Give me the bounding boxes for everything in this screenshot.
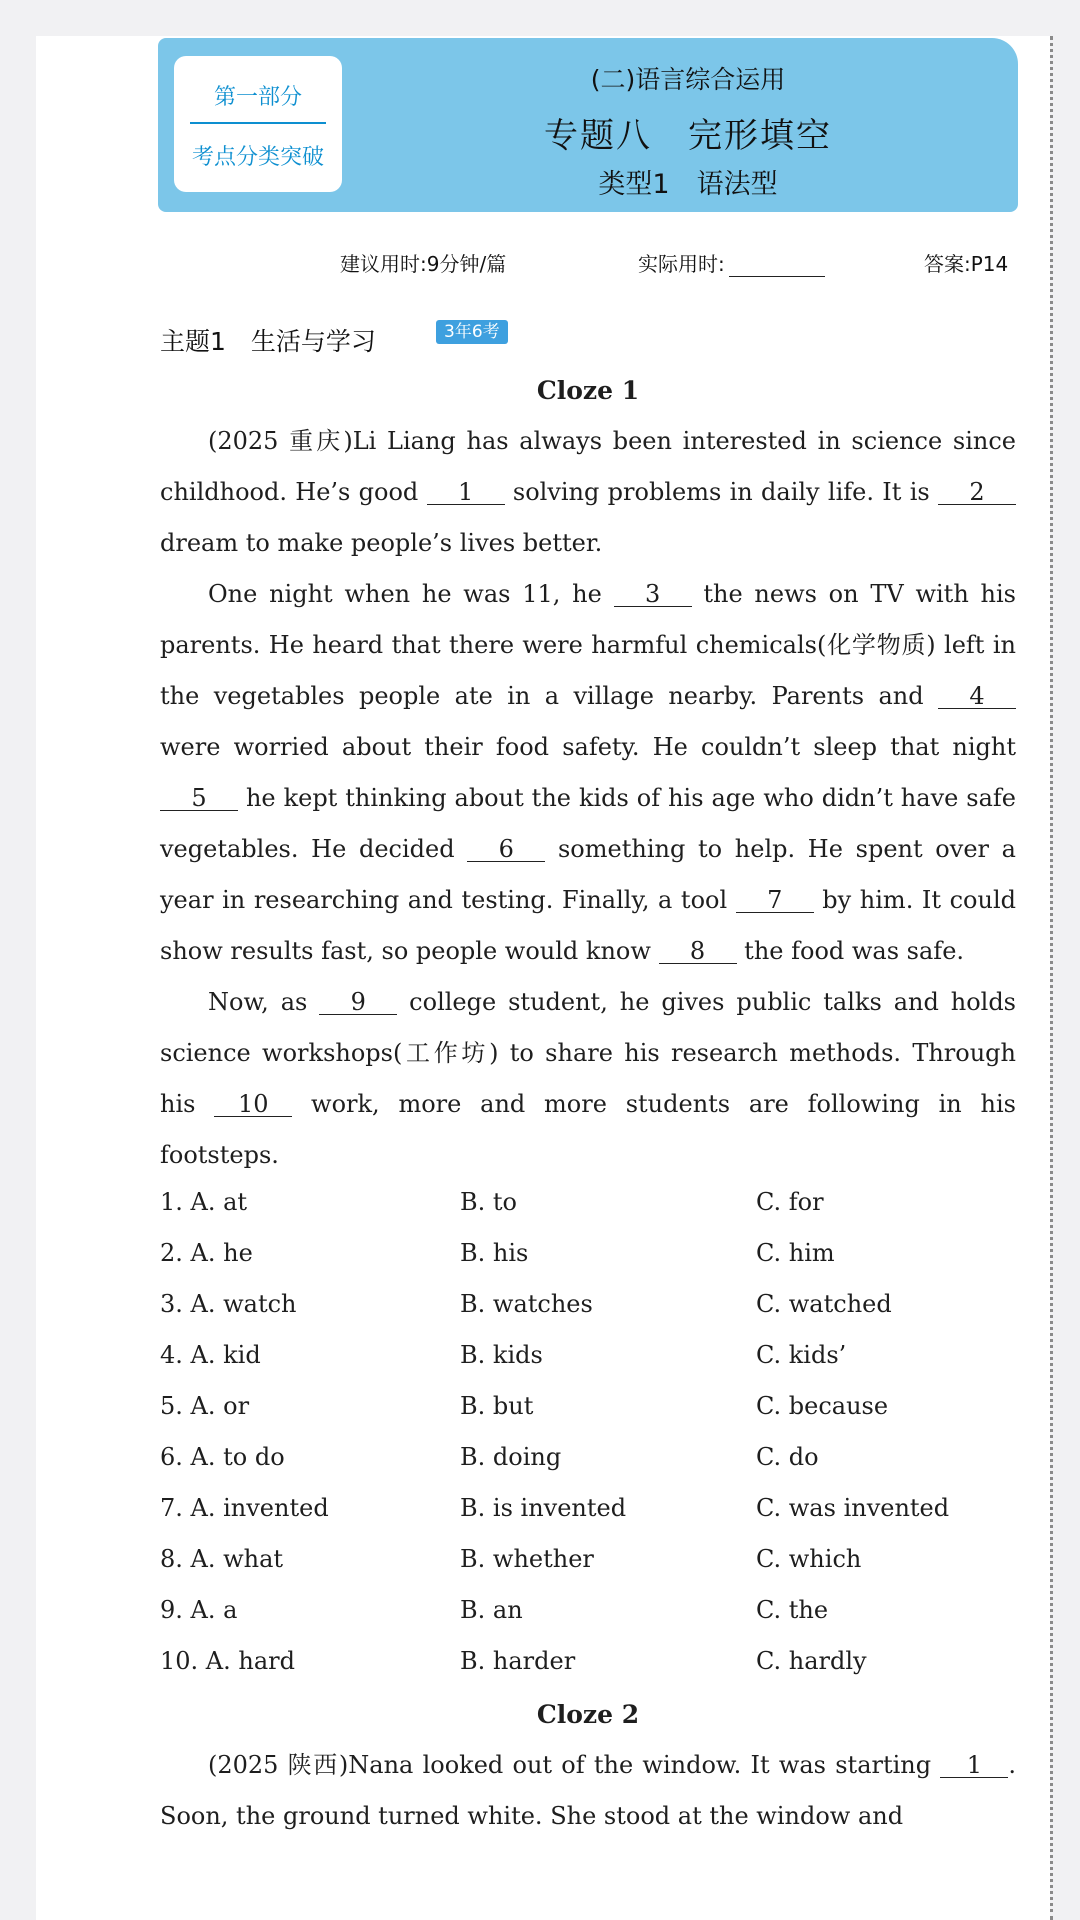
option-b[interactable]: B. is invented bbox=[460, 1494, 627, 1522]
blank-2: 2 bbox=[938, 480, 1016, 505]
question-5 bbox=[160, 1392, 1020, 1432]
option-b[interactable]: B. harder bbox=[460, 1647, 576, 1675]
option-c[interactable]: C. do bbox=[756, 1443, 819, 1471]
cloze2-title: Cloze 2 bbox=[536, 1700, 640, 1729]
blank-7: 7 bbox=[736, 888, 814, 913]
option-a[interactable]: 3. A. watch bbox=[160, 1290, 297, 1318]
actual-time bbox=[638, 248, 825, 277]
badge-divider bbox=[190, 122, 326, 124]
option-a[interactable]: 5. A. or bbox=[160, 1392, 250, 1420]
type-title: 类型1 语法型 bbox=[598, 169, 778, 200]
cloze1-paragraph-2 bbox=[160, 569, 1016, 977]
cloze1-title: Cloze 1 bbox=[536, 376, 640, 405]
part-sub: 考点分类突破 bbox=[191, 145, 324, 170]
text-run: the news on TV with his parents. He heard that there were harmful chemicals(化学物质) left in the vegetables people ate in a village nearby. Parents and bbox=[160, 580, 1016, 710]
blank-1: 1 bbox=[427, 480, 505, 505]
option-a[interactable]: 7. A. invented bbox=[160, 1494, 329, 1522]
option-c[interactable]: C. which bbox=[756, 1545, 862, 1573]
option-c[interactable]: C. hardly bbox=[756, 1647, 867, 1675]
text-run: (2025 陕西)Nana looked out of the window. It was starting bbox=[208, 1751, 941, 1779]
text-run: he kept thinking about the kids of his age who didn’t have safe vegetables. He decided bbox=[160, 784, 1016, 863]
option-a[interactable]: 4. A. kid bbox=[160, 1341, 261, 1369]
answer-ref: 答案:P14 bbox=[924, 252, 1009, 276]
text-run: by him. It could show results fast, so people would know bbox=[160, 886, 1016, 965]
option-b[interactable]: B. an bbox=[460, 1596, 523, 1624]
blank-1: 1 bbox=[940, 1753, 1008, 1778]
option-a[interactable]: 2. A. he bbox=[160, 1239, 253, 1267]
binding-dotted-line bbox=[1050, 36, 1053, 1920]
text-run: solving problems in daily life. It is bbox=[504, 478, 938, 506]
cloze1-paragraph-1 bbox=[160, 416, 1016, 569]
blank-9: 9 bbox=[319, 990, 397, 1015]
blank-5: 5 bbox=[160, 786, 238, 811]
blank-3: 3 bbox=[614, 582, 692, 607]
question-10 bbox=[160, 1647, 1020, 1687]
option-b[interactable]: B. his bbox=[460, 1239, 529, 1267]
part-badge bbox=[174, 56, 342, 192]
option-c[interactable]: C. for bbox=[756, 1188, 824, 1216]
text-run: college student, he gives public talks and holds science workshops(工作坊) to share his research methods. Through his bbox=[160, 988, 1017, 1118]
suggested-time: 建议用时:9分钟/篇 bbox=[340, 252, 507, 276]
text-run: One night when he was 11, he bbox=[208, 580, 614, 608]
option-b[interactable]: B. but bbox=[460, 1392, 534, 1420]
question-1 bbox=[160, 1188, 1020, 1228]
option-c[interactable]: C. watched bbox=[756, 1290, 892, 1318]
option-a[interactable]: 6. A. to do bbox=[160, 1443, 285, 1471]
cloze1-passage bbox=[160, 416, 1016, 1181]
option-c[interactable]: C. kids’ bbox=[756, 1341, 847, 1369]
cloze1-paragraph-3 bbox=[160, 977, 1016, 1181]
part-label: 第一部分 bbox=[213, 85, 302, 110]
option-a[interactable]: 10. A. hard bbox=[160, 1647, 295, 1675]
option-c[interactable]: C. him bbox=[756, 1239, 835, 1267]
option-b[interactable]: B. to bbox=[460, 1188, 517, 1216]
option-c[interactable]: C. was invented bbox=[756, 1494, 950, 1522]
option-b[interactable]: B. kids bbox=[460, 1341, 543, 1369]
text-run: dream to make people’s lives better. bbox=[160, 529, 603, 557]
section-title: (二)语言综合运用 bbox=[590, 65, 786, 94]
topic-title: 专题八 完形填空 bbox=[544, 116, 832, 156]
question-9 bbox=[160, 1596, 1020, 1636]
cloze2-paragraph-1 bbox=[160, 1740, 1016, 1842]
text-run: something to help. He spent over a year in researching and testing. Finally, a tool bbox=[160, 835, 1016, 914]
blank-4: 4 bbox=[938, 684, 1016, 709]
text-run: work, more and more students are following in his footsteps. bbox=[160, 1090, 1017, 1169]
blank-8: 8 bbox=[659, 939, 737, 964]
option-a[interactable]: 9. A. a bbox=[160, 1596, 238, 1624]
option-b[interactable]: B. whether bbox=[460, 1545, 594, 1573]
text-run: . Soon, the ground turned white. She stood at the window and bbox=[160, 1751, 1016, 1830]
option-a[interactable]: 8. A. what bbox=[160, 1545, 284, 1573]
question-3 bbox=[160, 1290, 1020, 1330]
question-7 bbox=[160, 1494, 1020, 1534]
question-8 bbox=[160, 1545, 1020, 1585]
theme-tag: 3年6考 bbox=[436, 320, 508, 344]
question-6 bbox=[160, 1443, 1020, 1483]
option-c[interactable]: C. because bbox=[756, 1392, 889, 1420]
option-b[interactable]: B. doing bbox=[460, 1443, 562, 1471]
actual-time-blank bbox=[729, 276, 825, 277]
blank-10: 10 bbox=[214, 1092, 292, 1117]
text-run: were worried about their food safety. He couldn’t sleep that night bbox=[160, 733, 1016, 761]
header-banner bbox=[158, 38, 1018, 212]
text-run: the food was safe. bbox=[736, 937, 965, 965]
text-run: Now, as bbox=[208, 988, 320, 1016]
theme-title: 主题1 生活与学习 bbox=[160, 327, 376, 356]
text-run: (2025 重庆)Li Liang has always been interested in science since childhood. He’s good bbox=[160, 427, 1016, 506]
question-4 bbox=[160, 1341, 1020, 1381]
option-c[interactable]: C. the bbox=[756, 1596, 829, 1624]
actual-time-label: 实际用时: bbox=[638, 252, 725, 276]
cloze2-passage bbox=[160, 1740, 1016, 1842]
question-2 bbox=[160, 1239, 1020, 1279]
option-a[interactable]: 1. A. at bbox=[160, 1188, 248, 1216]
option-b[interactable]: B. watches bbox=[460, 1290, 593, 1318]
blank-6: 6 bbox=[467, 837, 545, 862]
